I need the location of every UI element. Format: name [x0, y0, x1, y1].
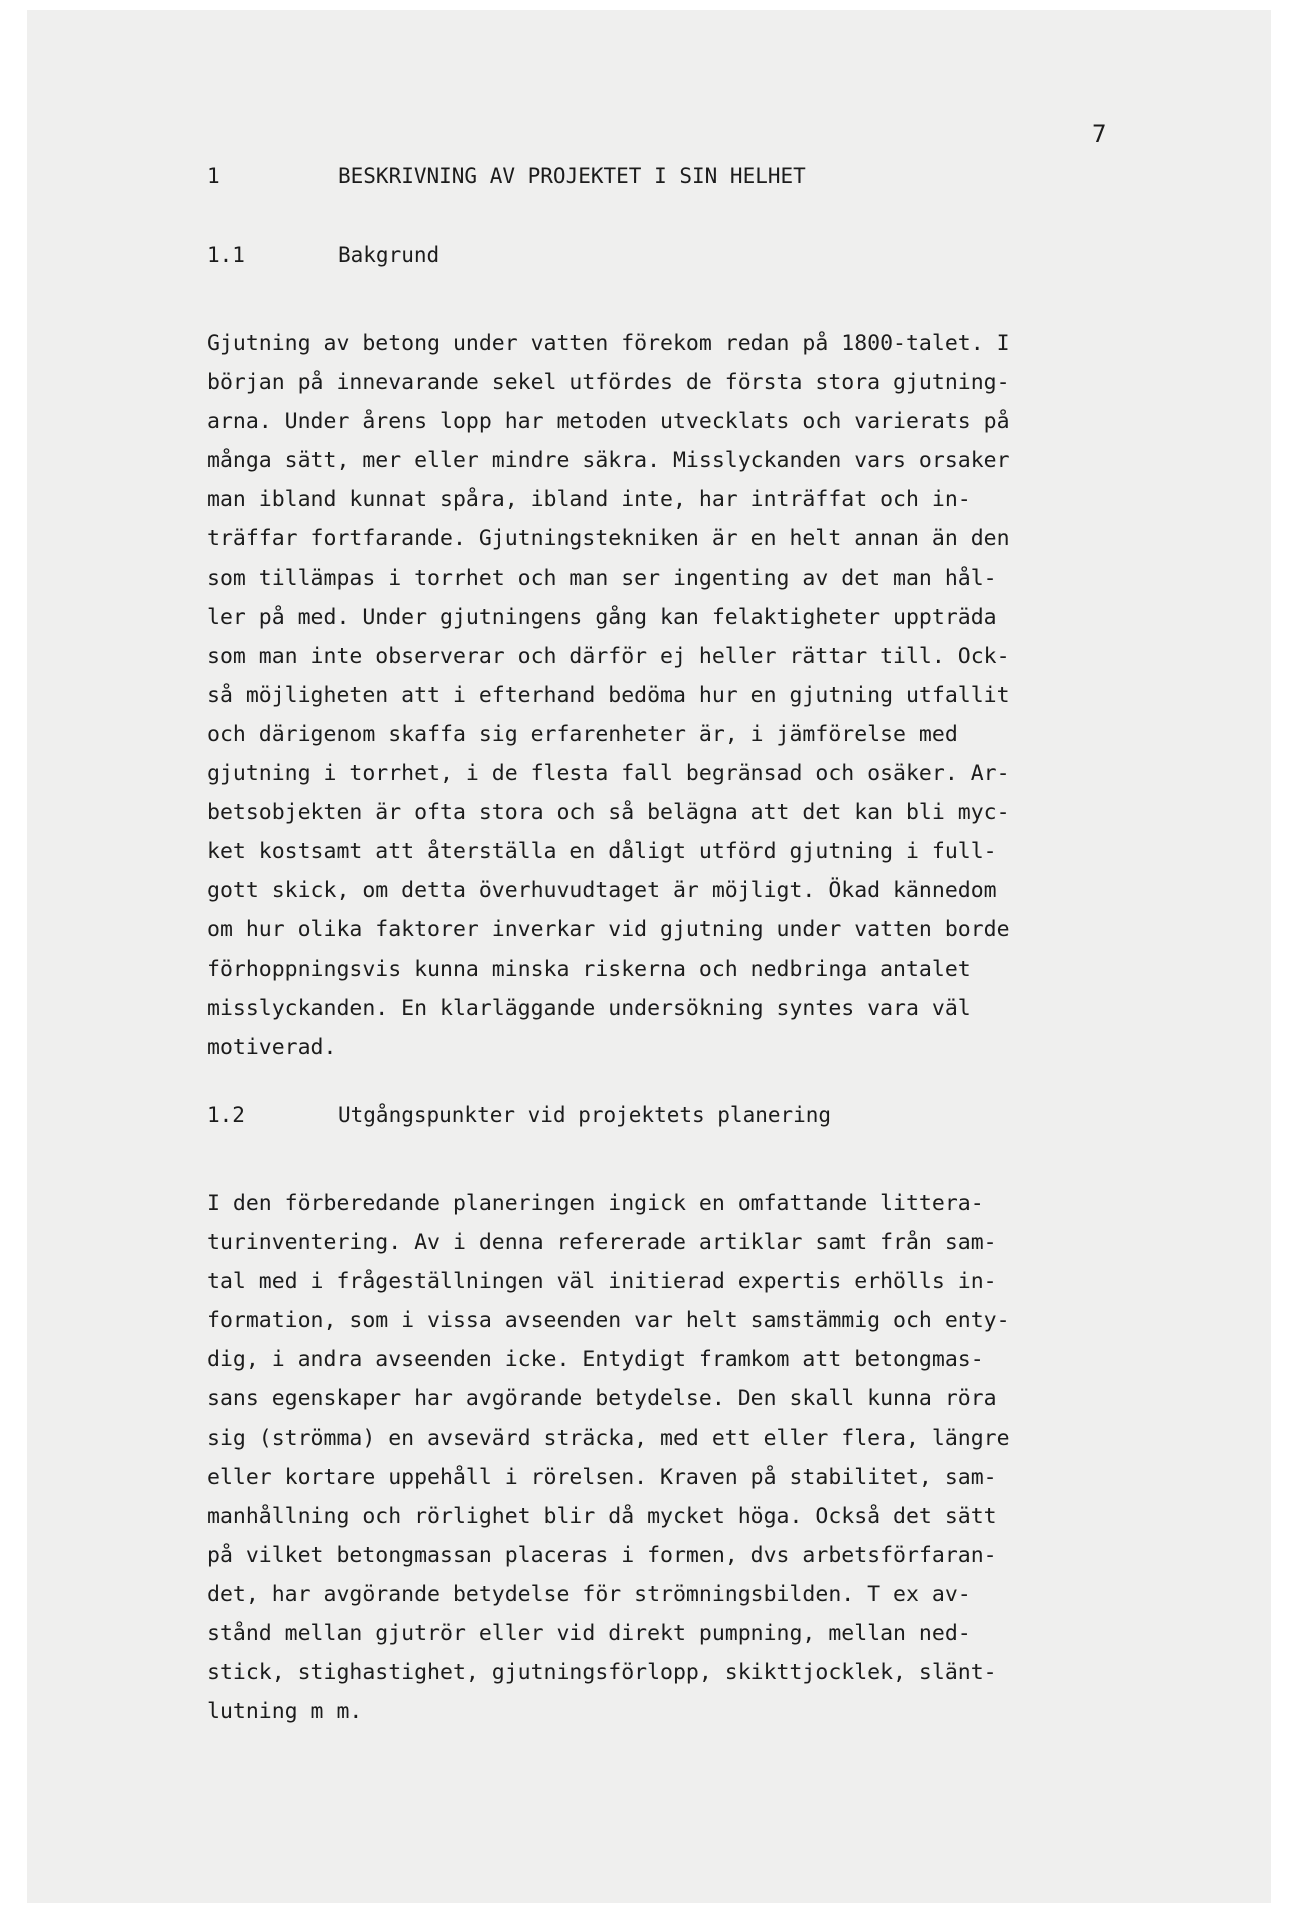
- text-line: turinventering. Av i denna refererade artiklar samt från sam-: [207, 1230, 997, 1256]
- section-heading-1-2: [207, 1103, 831, 1127]
- text-line: så möjligheten att i efterhand bedöma hur en gjutning utfallit: [207, 682, 1010, 708]
- text-line: ler på med. Under gjutningens gång kan felaktigheter uppträda: [207, 604, 997, 630]
- document-page: [27, 10, 1271, 1903]
- text-line: manhållning och rörlighet blir då mycket höga. Också det sätt: [207, 1503, 997, 1529]
- text-line: det, har avgörande betydelse för strömningsbilden. T ex av-: [207, 1581, 971, 1607]
- section-title: Utgångspunkter vid projektets planering: [338, 1103, 832, 1127]
- section-number: 1: [207, 164, 220, 188]
- section-heading-1-1: [207, 243, 439, 267]
- text-line: och därigenom skaffa sig erfarenheter är, i jämförelse med: [207, 721, 958, 747]
- section-title: BESKRIVNING AV PROJEKTET I SIN HELHET: [338, 164, 806, 188]
- text-line: formation, som i vissa avseenden var helt samstämmig och enty-: [207, 1308, 1010, 1334]
- text-line: ket kostsamt att återställa en dåligt utförd gjutning i full-: [207, 839, 997, 865]
- text-line: betsobjekten är ofta stora och så belägna att det kan bli myc-: [207, 800, 1010, 826]
- text-line: sans egenskaper har avgörande betydelse. Den skall kunna röra: [207, 1386, 997, 1412]
- section-title: Bakgrund: [338, 243, 440, 267]
- page-number: 7: [1092, 120, 1107, 148]
- text-line: stick, stighastighet, gjutningsförlopp, skikttjocklek, slänt-: [207, 1660, 997, 1686]
- text-line: Gjutning av betong under vatten förekom redan på 1800-talet. I: [207, 331, 1010, 356]
- text-line: tal med i frågeställningen väl initierad expertis erhölls in-: [207, 1269, 997, 1295]
- text-line: om hur olika faktorer inverkar vid gjutning under vatten borde: [207, 917, 1010, 943]
- section-number: 1.2: [207, 1103, 245, 1127]
- text-line: träffar fortfarande. Gjutningstekniken är en helt annan än den: [207, 526, 1010, 552]
- text-line: arna. Under årens lopp har metoden utvecklats och varierats på: [207, 409, 1010, 435]
- text-line: sig (strömma) en avsevärd sträcka, med ett eller flera, längre: [207, 1425, 1010, 1451]
- text-line: lutning m m.: [207, 1699, 363, 1725]
- text-line: misslyckanden. En klarläggande undersökning syntes vara väl: [207, 995, 971, 1021]
- paragraph-bakgrund: [207, 324, 1107, 1067]
- text-line: på vilket betongmassan placeras i formen, dvs arbetsförfaran-: [207, 1542, 997, 1568]
- text-line: gjutning i torrhet, i de flesta fall begränsad och osäker. Ar-: [207, 761, 1010, 787]
- section-number: 1.1: [207, 243, 245, 267]
- text-line: man ibland kunnat spåra, ibland inte, har inträffat och in-: [207, 487, 971, 513]
- text-line: förhoppningsvis kunna minska riskerna och nedbringa antalet: [207, 956, 971, 982]
- text-line: gott skick, om detta överhuvudtaget är möjligt. Ökad kännedom: [207, 878, 997, 904]
- text-line: dig, i andra avseenden icke. Entydigt framkom att betongmas-: [207, 1347, 984, 1373]
- text-line: eller kortare uppehåll i rörelsen. Kraven på stabilitet, sam-: [207, 1464, 997, 1490]
- section-heading-1: [207, 164, 806, 188]
- text-line: början på innevarande sekel utfördes de första stora gjutning-: [207, 370, 1010, 396]
- text-line: många sätt, mer eller mindre säkra. Misslyckanden vars orsaker: [207, 448, 1010, 474]
- text-line: som man inte observerar och därför ej heller rättar till. Ock-: [207, 643, 1010, 669]
- text-line: stånd mellan gjutrör eller vid direkt pumpning, mellan ned-: [207, 1621, 971, 1647]
- paragraph-utgangspunkter: [207, 1184, 1107, 1731]
- text-line: motiverad.: [207, 1034, 337, 1060]
- text-line: I den förberedande planeringen ingick en omfattande littera-: [207, 1191, 984, 1216]
- text-line: som tillämpas i torrhet och man ser ingenting av det man hål-: [207, 565, 997, 591]
